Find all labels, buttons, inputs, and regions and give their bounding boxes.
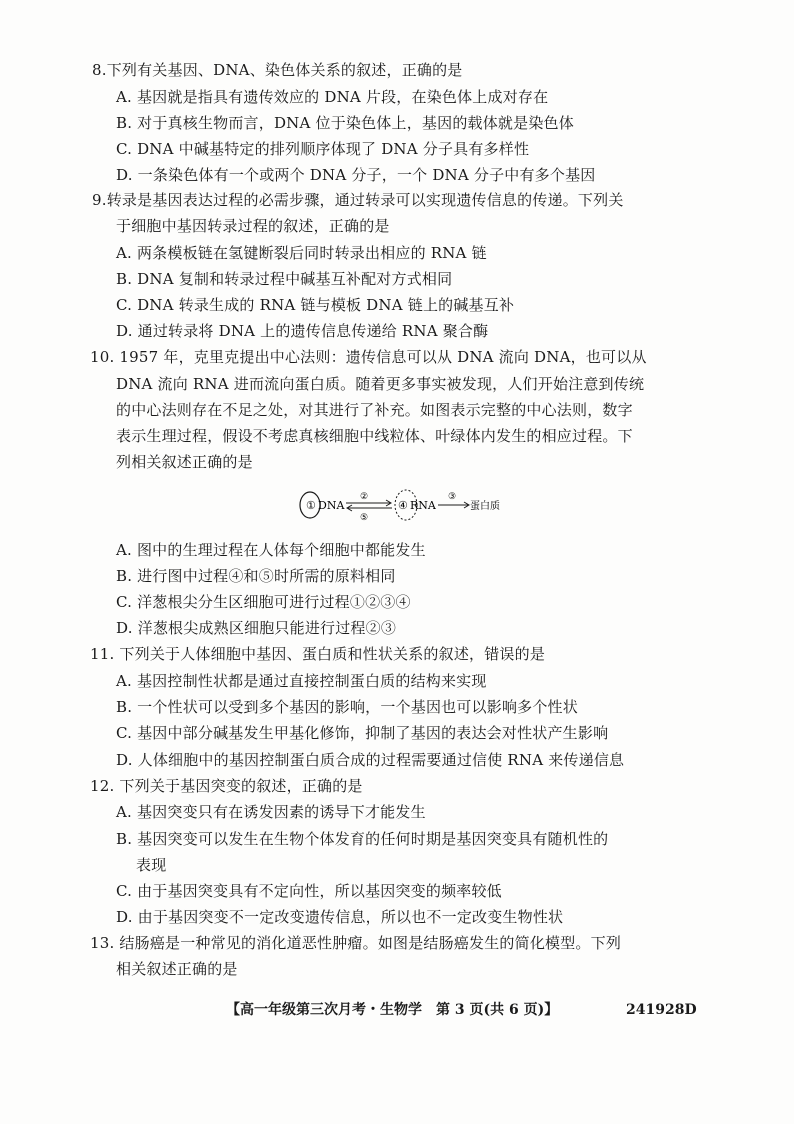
process-4-label: ④ bbox=[398, 499, 408, 512]
q12-option-a: A. 基因突变只有在诱发因素的诱导下才能发生 bbox=[116, 803, 426, 821]
q9-option-a: A. 两条模板链在氢键断裂后同时转录出相应的 RNA 链 bbox=[116, 244, 487, 262]
page-footer-title: 【高一年级第三次月考・生物学 第 3 页(共 6 页)】 bbox=[226, 1002, 559, 1018]
q8-option-d: D. 一条染色体有一个或两个 DNA 分子，一个 DNA 分子中有多个基因 bbox=[116, 166, 596, 184]
process-5-label: ⑤ bbox=[360, 513, 369, 522]
process-1-label: ① bbox=[306, 499, 316, 512]
q10-option-b: B. 进行图中过程④和⑤时所需的原料相同 bbox=[116, 567, 396, 585]
q12-option-b-line2: 表现 bbox=[136, 856, 167, 874]
q11-option-b: B. 一个性状可以受到多个基因的影响，一个基因也可以影响多个性状 bbox=[116, 698, 578, 716]
dna-label: DNA bbox=[318, 499, 345, 512]
q8-option-c: C. DNA 中碱基特定的排列顺序体现了 DNA 分子具有多样性 bbox=[116, 140, 530, 158]
q12-option-d: D. 由于基因突变不一定改变遗传信息，所以也不一定改变生物性状 bbox=[116, 908, 564, 926]
q10-stem-line5: 列相关叙述正确的是 bbox=[116, 453, 253, 471]
q10-stem-line3: 的中心法则存在不足之处，对其进行了补充。如图表示完整的中心法则，数字 bbox=[116, 401, 633, 419]
q10-stem-line2: DNA 流向 RNA 进而流向蛋白质。随着更多事实被发现，人们开始注意到传统 bbox=[116, 375, 645, 393]
q9-option-d: D. 通过转录将 DNA 上的遗传信息传递给 RNA 聚合酶 bbox=[116, 322, 489, 340]
q13-stem-line1: 13. 结肠癌是一种常见的消化道恶性肿瘤。如图是结肠癌发生的简化模型。下列 bbox=[90, 934, 622, 952]
process-3-label: ③ bbox=[448, 492, 457, 502]
q9-option-c: C. DNA 转录生成的 RNA 链与模板 DNA 链上的碱基互补 bbox=[116, 296, 515, 314]
protein-label: 蛋白质 bbox=[470, 501, 500, 512]
q8-stem: 8.下列有关基因、DNA、染色体关系的叙述，正确的是 bbox=[92, 61, 463, 79]
q12-option-c: C. 由于基因突变具有不定向性，所以基因突变的频率较低 bbox=[116, 882, 502, 900]
q10-option-a: A. 图中的生理过程在人体每个细胞中都能发生 bbox=[116, 541, 426, 559]
q11-option-a: A. 基因控制性状都是通过直接控制蛋白质的结构来实现 bbox=[116, 672, 487, 690]
q8-option-a: A. 基因就是指具有遗传效应的 DNA 片段，在染色体上成对存在 bbox=[116, 88, 549, 106]
q12-stem: 12. 下列关于基因突变的叙述，正确的是 bbox=[90, 777, 363, 795]
q13-stem-line2: 相关叙述正确的是 bbox=[116, 960, 238, 978]
process-2-label: ② bbox=[360, 492, 369, 502]
q11-stem: 11. 下列关于人体细胞中基因、蛋白质和性状关系的叙述，错误的是 bbox=[90, 645, 546, 663]
q10-option-d: D. 洋葱根尖成熟区细胞只能进行过程②③ bbox=[116, 619, 397, 637]
q10-option-c: C. 洋葱根尖分生区细胞可进行过程①②③④ bbox=[116, 593, 411, 611]
q11-option-c: C. 基因中部分碱基发生甲基化修饰，抑制了基因的表达会对性状产生影响 bbox=[116, 724, 609, 742]
q9-option-b: B. DNA 复制和转录过程中碱基互补配对方式相同 bbox=[116, 270, 453, 288]
page-footer-code: 241928D bbox=[626, 1002, 697, 1018]
q9-stem-line1: 9.转录是基因表达过程的必需步骤，通过转录可以实现遗传信息的传递。下列关 bbox=[92, 191, 624, 209]
central-dogma-diagram bbox=[298, 488, 508, 522]
q9-stem-line2: 于细胞中基因转录过程的叙述，正确的是 bbox=[116, 217, 390, 235]
q10-stem-line4: 表示生理过程，假设不考虑真核细胞中线粒体、叶绿体内发生的相应过程。下 bbox=[116, 427, 633, 445]
rna-label: RNA bbox=[410, 499, 436, 512]
q12-option-b-line1: B. 基因突变可以发生在生物个体发育的任何时期是基因突变具有随机性的 bbox=[116, 830, 609, 848]
q11-option-d: D. 人体细胞中的基因控制蛋白质合成的过程需要通过信使 RNA 来传递信息 bbox=[116, 751, 625, 769]
q8-option-b: B. 对于真核生物而言，DNA 位于染色体上，基因的载体就是染色体 bbox=[116, 114, 574, 132]
q10-stem-line1: 10. 1957 年，克里克提出中心法则：遗传信息可以从 DNA 流向 DNA，也可以从 bbox=[90, 348, 647, 366]
